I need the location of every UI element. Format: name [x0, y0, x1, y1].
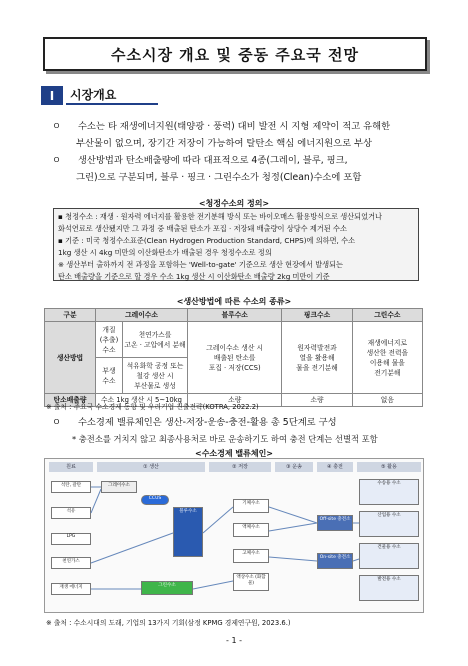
carbon-green: 없음: [352, 394, 422, 407]
section-label: 시장개요: [66, 86, 158, 105]
use-industrial: 산업용 수소: [359, 511, 419, 537]
arrow: [353, 559, 359, 561]
gray-sub-byproduct: 부생 수소: [96, 358, 123, 394]
table-header: 블루수소: [188, 309, 282, 322]
table-title: <생산방법에 따른 수소의 종류>: [176, 297, 292, 306]
use-transport: 수송용 수소: [359, 479, 419, 505]
stage-transport: ③ 운송: [275, 462, 313, 472]
bullet-3-line: 수소경제 밸류체인은 생산-저장-운송-충전-활용 총 5단계로 구성: [77, 417, 337, 428]
source-oil: 석유: [51, 507, 91, 519]
bullet-1-line-2: 부산물이 없으며, 장기간 저장이 가능하여 탈탄소 핵심 에너지원으로 부상: [76, 138, 373, 149]
stage-use: ⑤ 활용: [357, 462, 421, 472]
chain-source: ※ 출처 : 수소시대의 도래, 기업의 13가지 기회(삼정 KPMG 경제연구원, 2023.6.): [46, 619, 291, 627]
table-source: ※ 출처 : 주요국 수소경제 동향 및 우리기업 진출전략(KOTRA, 2022.2): [46, 403, 259, 411]
gray-reforming-desc: 천연가스를 고온 · 고압에서 분해: [123, 322, 188, 358]
blue-desc: 그레이수소 생산 시 배출된 탄소를 포집 · 저장(CCS): [188, 322, 282, 394]
chain-title: <수소경제 밸류체인>: [194, 449, 273, 458]
ccus-badge: CCUS: [141, 495, 169, 505]
use-power: 발전용 수소: [359, 575, 419, 601]
definition-line: 탄소 배출량을 기준으로 할 경우 수소 1kg 생산 시 이산화탄소 배출량 2kg 미만이 기준: [58, 272, 330, 281]
table-header: 핑크수소: [282, 309, 352, 322]
definition-line: ※ 생산부터 출하까지 전 과정을 포함하는 'Well-to-gate' 기준으로 생산 현장에서 발생되는: [58, 260, 343, 269]
stage-produce: ① 생산: [97, 462, 205, 472]
bullet-2-line-2: 그린)으로 구분되며, 블루 · 핑크 · 그린수소가 청정(Clean)수소에 포함: [76, 172, 362, 183]
store-gas: 기체수소: [233, 499, 269, 513]
arrow: [91, 489, 101, 513]
store-compound: 액상수소 (화합물): [233, 573, 269, 591]
carbon-blue: 소량: [188, 394, 282, 407]
page-title: 수소시장 개요 및 중동 주요국 전망: [43, 37, 427, 71]
pink-desc: 원자력발전과 열을 활용해 물을 전기분해: [282, 322, 352, 394]
bullet-3: [52, 414, 442, 431]
definition-title: <청정수소의 정의>: [198, 199, 270, 208]
gray-hydrogen: 그레이수소: [101, 481, 137, 493]
stage-store: ② 저장: [209, 462, 271, 472]
green-hydrogen: 그린수소: [141, 581, 193, 595]
chain-arrows: [45, 459, 425, 614]
stage-raw: 원료: [49, 462, 93, 472]
definition-box: [53, 208, 419, 281]
offsite-station: Off-site 충전소: [317, 515, 353, 531]
source-gas: 천연가스: [51, 557, 91, 569]
arrow: [91, 533, 173, 563]
store-solid: 고체수소: [233, 549, 269, 563]
table-header: 그린수소: [352, 309, 422, 322]
arrow: [269, 507, 317, 523]
arrow: [269, 523, 317, 531]
row-label-carbon: 탄소배출량: [45, 394, 96, 407]
gray-byproduct-desc: 석유화학 공정 또는 철강 생산 시 부산물로 생성: [123, 358, 188, 394]
store-liquid: 액체수소: [233, 523, 269, 537]
bullet-mark: ㅇ: [52, 417, 61, 428]
page-number: - 1 -: [226, 636, 242, 645]
table-header: 그레이수소: [96, 309, 188, 322]
bullet-2-line-1: 생산방법과 탄소배출량에 따라 대표적으로 4종(그레이, 블루, 핑크,: [77, 155, 348, 166]
definition-line: ▪ 청정수소 : 재생 · 원자력 에너지를 활용한 전기분해 방식 또는 바이오매스 활용방식으로 생산되었거나: [58, 212, 382, 221]
hydrogen-types-table: [44, 308, 423, 407]
bullet-mark: ㅇ: [52, 155, 61, 166]
bullet-mark: ㅇ: [52, 121, 61, 132]
carbon-pink: 소량: [282, 394, 352, 407]
source-lpg: LPG: [51, 533, 91, 545]
table-header: 구분: [45, 309, 96, 322]
source-coal: 석탄, 갈탄: [51, 481, 91, 493]
arrow: [269, 557, 317, 561]
arrow: [193, 581, 233, 589]
bullet-1-line-1: 수소는 타 재생에너지원(태양광 · 풍력) 대비 발전 시 지형 제약이 적고 유해한: [77, 121, 391, 132]
use-building: 건물용 수소: [359, 543, 419, 569]
bullet-2: [52, 152, 432, 186]
arrow: [203, 507, 233, 533]
definition-line: 1kg 생산 시 4kg 미만의 이산화탄소가 배출된 경우 청정수소로 정의: [58, 248, 272, 257]
bullet-1: [52, 118, 432, 152]
carbon-gray: 수소 1kg 생산 시 5~10kg: [96, 394, 188, 407]
blue-hydrogen: 블루수소: [173, 507, 203, 557]
source-renewable: 재생 에너지: [51, 583, 91, 595]
stage-charge: ④ 충전: [317, 462, 353, 472]
green-desc: 재생에너지로 생산한 전력을 이용해 물을 전기분해: [352, 322, 422, 394]
section-number: I: [41, 86, 63, 105]
definition-line: ▪ 기준 : 미국 청정수소표준(Clean Hydrogen Production Standard, CHPS)에 의하면, 수소: [58, 236, 356, 245]
onsite-station: On-site 충전소: [317, 553, 353, 569]
bullet-3-sub: * 충전소를 거치지 않고 최종사용처로 바로 운송하기도 하여 충전 단계는 선별적 포함: [72, 434, 378, 444]
row-label-method: 생산방법: [45, 322, 96, 394]
gray-sub-reforming: 개질 (추출) 수소: [96, 322, 123, 358]
value-chain-diagram: [44, 458, 424, 613]
definition-line: 화석연료로 생산됐지만 그 과정 중 배출된 탄소가 포집 · 저장돼 배출량이 상당수 제거된 수소: [58, 224, 347, 233]
